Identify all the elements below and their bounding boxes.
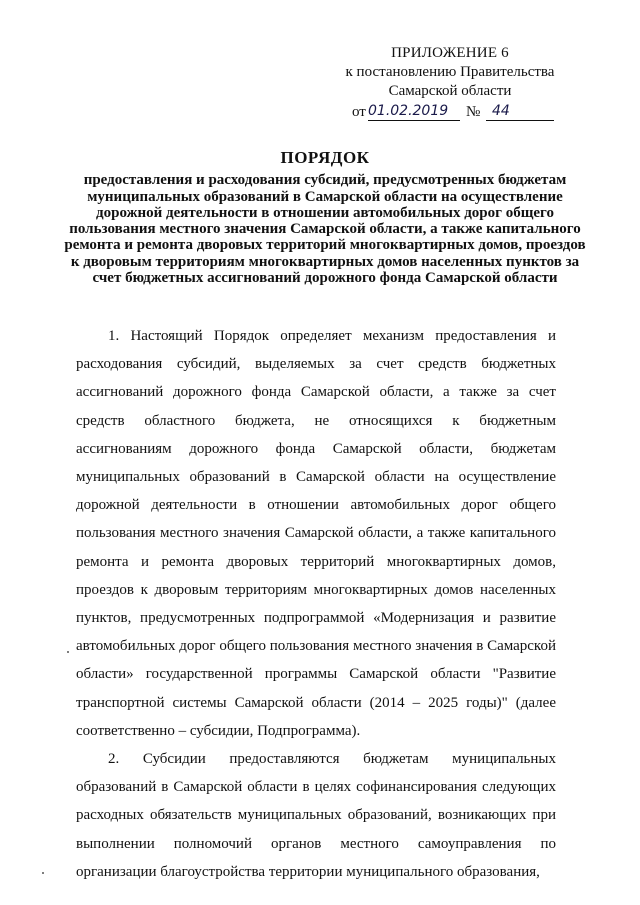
document-body [76, 322, 556, 886]
title-subtitle: предоставления и расходования субсидий, предусмотренных бюджетам муниципальных образований в Самарской области на осуществление дорожной деятельности в отношении автомобильных дорог общего пользования местного значения Самарской области, а также капитального ремонта и ремонта дворовых территорий многоквартирных домов, проездов к дворовым территориям многоквартирных домов населенных пунктов за счет бюджетных ассигнований дорожного фонда Самарской области [64, 172, 586, 287]
resolution-line: к постановлению Правительства [345, 64, 555, 80]
scan-speck [42, 872, 44, 874]
document-title [60, 150, 590, 286]
region-line: Самарской области [388, 83, 512, 99]
paragraph-2: 2. Субсидии предоставляются бюджетам муниципальных образований в Самарской области в целях софинансирования следующих расходных обязательств муниципальных образований, возникающих при выполнении полномочий органов местного самоуправления по организации благоустройства территории муниципального образования, [76, 751, 556, 880]
document-header [330, 44, 570, 123]
date-number-line [330, 101, 570, 123]
date-underline [368, 120, 460, 121]
handwritten-number: 44 [492, 103, 510, 119]
paragraph-1: 1. Настоящий Порядок определяет механизм предоставления и расходования субсидий, выделяемых за счет средств бюджетных ассигнований дорожного фонда Самарской области, а также за счет средств областного бюджета, не относящихся к бюджетным ассигнованиям дорожного фонда Самарской области, бюджетам муниципальных образований в Самарской области на осуществление дорожной деятельности в отношении автомобильных дорог общего пользования местного значения Самарской области, а также капитального ремонта и ремонта дворовых территорий многоквартирных домов, проездов к дворовым территориям многоквартирных домов населенных пунктов, предусмотренных подпрограммой «Модернизация и развитие автомобильных дорог общего пользования местного значения в Самарской области» государственной программы Самарской области "Развитие транспортной системы Самарской области (2014 – 2025 годы)" (далее соответственно – субсидии, Подпрограмма). [76, 328, 556, 739]
title-heading: ПОРЯДОК [280, 148, 370, 167]
scan-speck [67, 651, 69, 653]
number-prefix: № [466, 104, 481, 120]
handwritten-date: 01.02.2019 [368, 103, 449, 119]
appendix-label: ПРИЛОЖЕНИЕ 6 [391, 45, 509, 61]
date-prefix: от [352, 104, 366, 120]
number-underline [486, 120, 554, 121]
